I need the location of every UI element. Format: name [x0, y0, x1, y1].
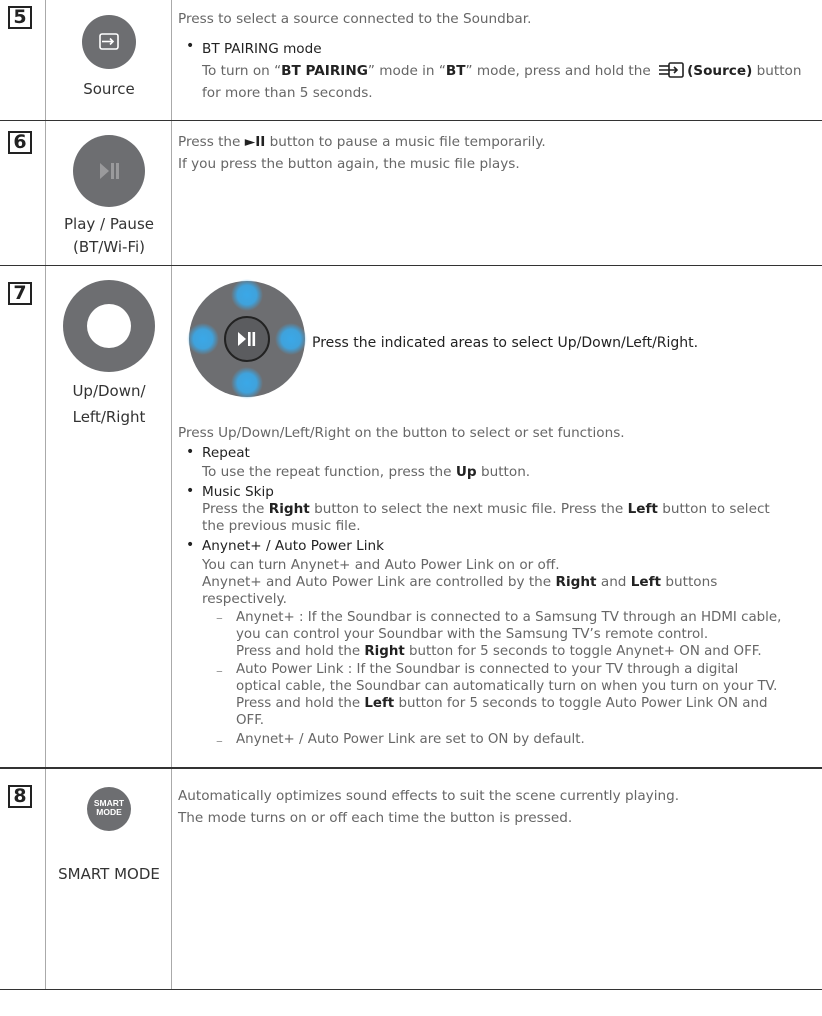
smart-mode-label: SMART MODE [58, 865, 160, 883]
dash: – [216, 610, 223, 626]
number-cell [0, 121, 46, 265]
repeat-line [202, 463, 530, 481]
row-source [0, 0, 822, 121]
play-pause-button-icon [73, 135, 145, 207]
anynet-sub1-line3 [236, 643, 762, 661]
diagram-caption: Press the indicated areas to select Up/Down/Left/Right. [312, 335, 699, 351]
source-intro: Press to select a source connected to the Soundbar. [178, 11, 532, 27]
smart-mode-icon-text: MODE [96, 807, 122, 817]
text: button [756, 63, 802, 79]
auto-power-sub2-line2: optical cable, the Soundbar can automatically turn on when you turn on your TV. [236, 679, 778, 695]
bold-text: Left [630, 573, 662, 590]
bold-text: BT PAIRING [281, 63, 368, 79]
anynet-line1: You can turn Anynet+ and Auto Power Link on or off. [202, 556, 560, 573]
text: Anynet+ and Auto Power Link are controlled by the [202, 573, 552, 590]
text: button. [480, 463, 531, 480]
bt-pairing-line2: for more than 5 seconds. [202, 85, 373, 101]
text: button to select [662, 501, 770, 517]
navigation-button-icon [63, 280, 155, 372]
row-number: 6 [8, 131, 32, 154]
music-skip-line1 [202, 500, 770, 518]
navigation-sublabel: Left/Right [72, 408, 146, 426]
bold-text: (Source) [687, 63, 753, 79]
auto-power-sub2-line1: Auto Power Link : If the Soundbar is connected to your TV through a digital [236, 662, 739, 678]
play-pause-line2: If you press the button again, the music file plays. [178, 156, 520, 172]
dash: – [216, 662, 223, 679]
icon-cell [46, 769, 172, 989]
bold-text: BT [445, 63, 466, 79]
source-label: Source [83, 80, 135, 98]
play-pause-icon [73, 135, 145, 207]
text: ” mode, press and hold the [465, 63, 651, 79]
bt-pairing-line1 [202, 60, 801, 82]
bold-text: Right [364, 643, 405, 659]
play-pause-line1 [178, 131, 546, 153]
number-cell [0, 769, 46, 989]
anynet-line3: respectively. [202, 590, 287, 607]
anynet-sub1-line2: you can control your Soundbar with the Samsung TV’s remote control. [236, 626, 709, 642]
source-inline-icon [657, 61, 685, 79]
text: ” mode in “ [367, 63, 446, 79]
row-number: 5 [8, 6, 32, 29]
bold-text: Left [627, 501, 658, 517]
text: To use the repeat function, press the [202, 463, 452, 480]
smart-mode-line2: The mode turns on or off each time the button is pressed. [178, 810, 573, 826]
icon-cell [46, 266, 172, 767]
repeat-title: Repeat [202, 445, 250, 462]
dash: – [216, 732, 223, 749]
music-skip-line2: the previous music file. [202, 518, 361, 534]
bullet: • [186, 482, 195, 499]
text: To turn on “ [202, 63, 282, 79]
smart-mode-button-icon [87, 787, 131, 831]
bold-text: Left [364, 696, 395, 712]
bold-text: Right [555, 573, 597, 590]
navigation-diagram-icon [180, 274, 310, 404]
description [172, 121, 822, 265]
bt-pairing-title: BT PAIRING mode [202, 41, 322, 57]
bold-text: ►II [244, 134, 266, 150]
number-cell [0, 266, 46, 767]
description [172, 0, 822, 120]
text: buttons [665, 573, 718, 590]
description [172, 769, 822, 989]
music-skip-title: Music Skip [202, 483, 274, 500]
bold-text: Right [268, 501, 310, 517]
play-pause-sublabel: (BT/Wi-Fi) [73, 238, 145, 256]
text: and [600, 573, 627, 590]
text: Press the [202, 501, 265, 517]
default-note: Anynet+ / Auto Power Link are set to ON by default. [236, 731, 585, 747]
anynet-sub1-line1: Anynet+ : If the Soundbar is connected to a Samsung TV through an HDMI cable, [236, 609, 782, 625]
text: Press and hold the [236, 696, 361, 712]
smart-mode-line1: Automatically optimizes sound effects to suit the scene currently playing. [178, 788, 680, 804]
row-number: 8 [8, 785, 32, 808]
number-cell [0, 0, 46, 120]
text: Press and hold the [236, 643, 361, 659]
navigation-intro: Press Up/Down/Left/Right on the button to select or set functions. [178, 425, 625, 441]
smart-mode-icon-text: SMART [93, 798, 125, 808]
text: button to select the next music file. Press the [314, 501, 624, 517]
source-icon [82, 15, 136, 69]
anynet-title: Anynet+ / Auto Power Link [202, 538, 385, 555]
text: button for 5 seconds to toggle Auto Power Link ON and [398, 696, 768, 712]
anynet-line2 [202, 573, 717, 591]
text: button for 5 seconds to toggle Anynet+ ON and OFF. [409, 643, 762, 659]
bullet: • [186, 38, 195, 54]
icon-cell [46, 0, 172, 120]
auto-power-sub2-line4: OFF. [236, 713, 265, 729]
text: Press the [178, 134, 241, 150]
row-number: 7 [8, 282, 32, 305]
text: button to pause a music file temporarily. [269, 134, 546, 150]
center-ring [87, 304, 131, 348]
bullet: • [186, 444, 195, 461]
bold-text: Up [455, 463, 477, 480]
source-button-icon [82, 15, 136, 69]
icon-cell [46, 121, 172, 265]
auto-power-sub2-line3 [236, 695, 767, 713]
row-play-pause [0, 121, 822, 266]
row-smart-mode [0, 768, 822, 990]
description [172, 266, 822, 767]
row-navigation [0, 266, 822, 768]
navigation-label: Up/Down/ [72, 382, 146, 400]
play-pause-label: Play / Pause [64, 215, 154, 233]
bullet: • [186, 537, 195, 554]
